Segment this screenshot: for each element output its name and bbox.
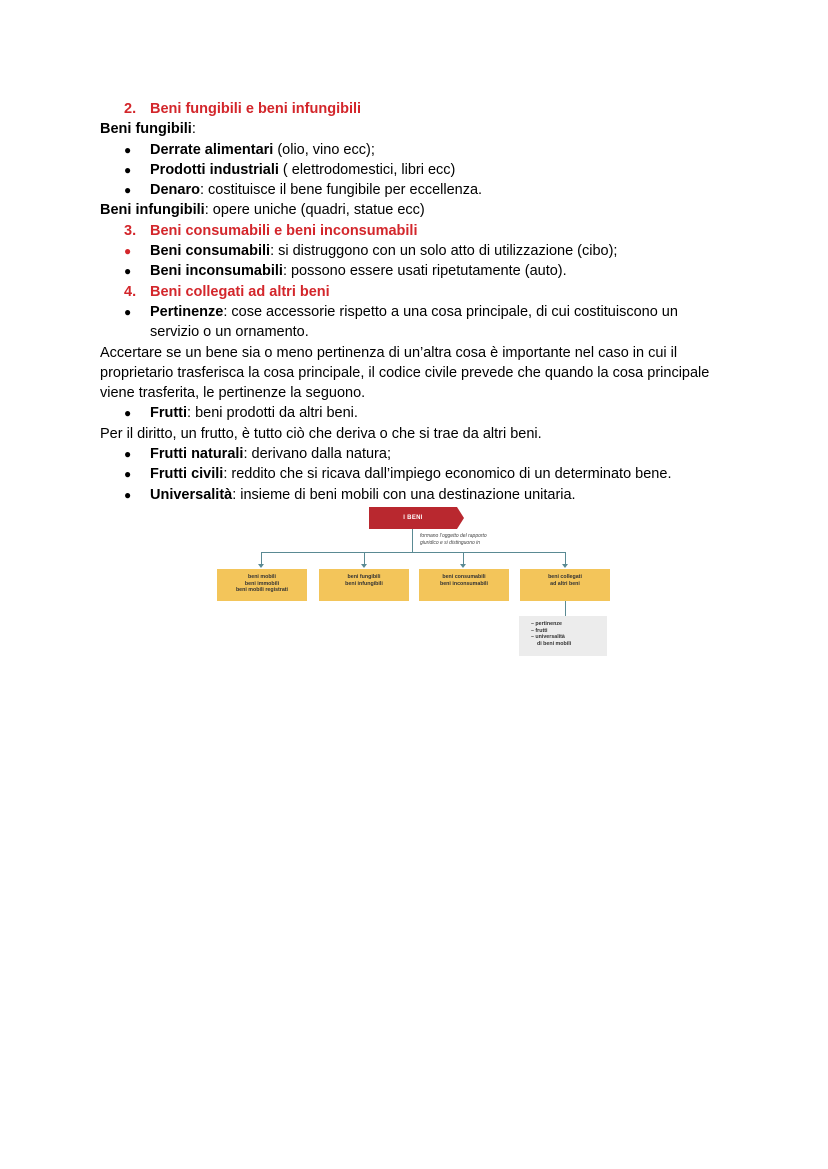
note-line: formano l’oggetto del rapporto bbox=[420, 533, 487, 539]
term: Derrate alimentari bbox=[150, 141, 274, 158]
category-box bbox=[217, 569, 307, 601]
bullet-icon: ● bbox=[124, 264, 132, 279]
bullet-icon: ● bbox=[124, 304, 132, 319]
bullet-icon: ● bbox=[124, 447, 132, 462]
category-box bbox=[319, 569, 409, 601]
diagram-title-box: I BENI bbox=[369, 507, 457, 529]
term: Beni infungibili bbox=[100, 202, 205, 219]
section-number: 4. bbox=[124, 283, 137, 300]
definition: : si distruggono con un solo atto di utilizzazione (cibo); bbox=[270, 243, 618, 260]
category-box bbox=[520, 569, 610, 601]
connector-line bbox=[463, 552, 464, 564]
section-heading-3 bbox=[100, 221, 740, 241]
category-line: beni immobili bbox=[244, 580, 280, 587]
term: Beni consumabili bbox=[150, 243, 271, 260]
definition: ( elettrodomestici, libri ecc) bbox=[278, 161, 456, 178]
definition: : derivano dalla natura; bbox=[243, 446, 391, 463]
section-number: 2. bbox=[124, 101, 137, 117]
section-title: Beni consumabili e beni inconsumabili bbox=[150, 222, 418, 239]
bullet-icon: ● bbox=[124, 406, 132, 421]
term: Universalità bbox=[150, 486, 233, 503]
paragraph: Accertare se un bene sia o meno pertinenza di un’altra cosa è importante nel caso in cui il proprietario trasferisca la cosa principale, il codice civile prevede che quando la cosa principale viene trasferita, le pertinenze la seguono. bbox=[100, 344, 710, 402]
connector-line bbox=[261, 552, 262, 564]
term: Prodotti industriali bbox=[150, 161, 279, 178]
definition: : insieme di beni mobili con una destinazione unitaria. bbox=[232, 486, 576, 503]
category-line: beni collegati bbox=[548, 574, 582, 580]
document-body bbox=[100, 99, 740, 505]
list-item bbox=[100, 464, 740, 484]
bullet-icon: ● bbox=[124, 162, 132, 177]
definition: (olio, vino ecc); bbox=[273, 141, 375, 158]
definition: : possono essere usati ripetutamente (auto). bbox=[282, 263, 567, 280]
bullet-icon: ● bbox=[124, 467, 132, 482]
fungibili-heading-text: Beni fungibili bbox=[100, 121, 192, 138]
subcategory-box bbox=[519, 616, 607, 656]
section-number: 3. bbox=[124, 222, 137, 239]
bullet-icon: ● bbox=[124, 487, 132, 502]
category-line: beni mobili bbox=[248, 574, 276, 580]
infungibili-line bbox=[100, 200, 740, 220]
beni-diagram bbox=[215, 506, 615, 658]
term: Frutti bbox=[150, 405, 188, 422]
subcategory-line: – pertinenze bbox=[531, 621, 562, 627]
term: Frutti naturali bbox=[150, 446, 244, 463]
connector-line bbox=[364, 552, 365, 564]
arrow-down-icon bbox=[258, 564, 264, 568]
connector-line bbox=[565, 601, 566, 616]
term: Denaro bbox=[150, 182, 200, 199]
list-item bbox=[100, 241, 740, 261]
term: Beni inconsumabili bbox=[150, 263, 283, 280]
term: Frutti civili bbox=[150, 466, 224, 483]
colon: : bbox=[191, 121, 196, 138]
connector-line bbox=[565, 552, 566, 564]
list-item bbox=[100, 180, 740, 200]
category-line: beni consumabili bbox=[442, 574, 486, 580]
subcategory-line: – frutti bbox=[531, 627, 548, 634]
list-item bbox=[100, 302, 740, 343]
section-heading-4 bbox=[100, 282, 740, 302]
section-title: Beni fungibili e beni infungibili bbox=[150, 101, 362, 117]
section-title: Beni collegati ad altri beni bbox=[150, 283, 330, 300]
list-item bbox=[100, 444, 740, 464]
list-item bbox=[100, 485, 740, 505]
bullet-icon: ● bbox=[124, 244, 132, 259]
definition: : opere uniche (quadri, statue ecc) bbox=[204, 202, 425, 219]
subcategory-line: – universalità bbox=[531, 634, 565, 640]
definition: : reddito che si ricava dall’impiego economico di un determinato bene. bbox=[223, 466, 672, 483]
paragraph: Per il diritto, un frutto, è tutto ciò che deriva o che si trae da altri beni. bbox=[100, 425, 542, 442]
note-line: giuridico e si distinguono in bbox=[420, 540, 481, 546]
diagram-note bbox=[420, 533, 487, 547]
list-item bbox=[100, 261, 740, 281]
list-item bbox=[100, 403, 740, 423]
arrow-down-icon bbox=[562, 564, 568, 568]
fungibili-heading bbox=[100, 119, 740, 139]
subcategory-line: di beni mobili bbox=[537, 640, 572, 647]
arrow-down-icon bbox=[361, 564, 367, 568]
category-line: beni inconsumabili bbox=[440, 580, 488, 587]
definition: : costituisce il bene fungibile per eccellenza. bbox=[199, 182, 483, 199]
bullet-icon: ● bbox=[124, 183, 132, 198]
connector-line bbox=[261, 552, 565, 553]
arrow-down-icon bbox=[460, 564, 466, 568]
category-line: beni fungibili bbox=[347, 574, 381, 580]
list-item bbox=[100, 140, 740, 160]
bullet-icon: ● bbox=[124, 142, 132, 157]
list-item bbox=[100, 160, 740, 180]
term: Pertinenze bbox=[150, 303, 224, 320]
section-heading-2 bbox=[100, 99, 740, 119]
category-line: ad altri beni bbox=[550, 580, 580, 587]
definition: : cose accessorie rispetto a una cosa principale, di cui costituiscono un servizio o un ornamento. bbox=[150, 303, 678, 341]
category-box bbox=[419, 569, 509, 601]
definition: : beni prodotti da altri beni. bbox=[187, 405, 358, 422]
connector-line bbox=[412, 529, 413, 552]
category-line: beni mobili registrati bbox=[235, 587, 289, 593]
category-line: beni infungibili bbox=[345, 580, 383, 587]
